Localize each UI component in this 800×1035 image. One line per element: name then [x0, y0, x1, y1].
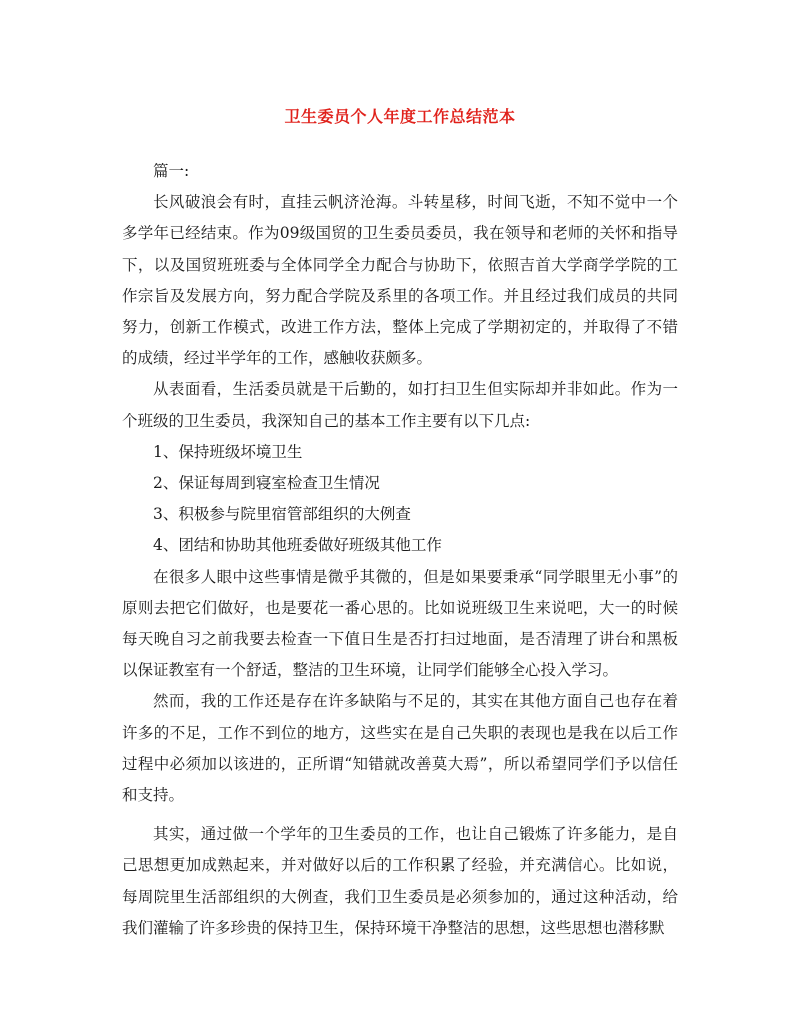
document-body	[122, 156, 678, 944]
body-paragraph: 其实，通过做一个学年的卫生委员的工作，也让自己锻炼了许多能力，是自己思想更加成熟起来，并对做好以后的工作积累了经验，并充满信心。比如说，每周院里生活部组织的大例查，我们卫生委员是必须参加的，通过这种活动，给我们灌输了许多珍贵的保持卫生，保持环境干净整洁的思想，这些思想也潜移默	[122, 825, 678, 937]
list-item: 4、团结和协助其他班委做好班级其他工作	[153, 536, 442, 555]
body-paragraph: 长风破浪会有时，直挂云帆济沧海。斗转星移，时间飞逝，不知不觉中一个多学年已经结束。作为09级国贸的卫生委员委员，我在领导和老师的关怀和指导下，以及国贸班班委与全体同学全力配合与协助下，依照吉首大学商学学院的工作宗旨及发展方向，努力配合学院及系里的各项工作。并且经过我们成员的共同努力，创新工作模式，改进工作方法，整体上完成了学期初定的，并取得了不错的成绩，经过半学年的工作，感触收获颇多。	[122, 193, 678, 368]
section-heading: 篇一:	[153, 162, 190, 180]
body-paragraph: 然而，我的工作还是存在许多缺陷与不足的，其实在其他方面自己也存在着许多的不足，工作不到位的地方，这些实在是自己失职的表现也是我在以后工作过程中必须加以该进的，正所谓“知错就改善莫大焉”，所以希望同学们予以信任和支持。	[122, 692, 678, 805]
body-paragraph: 在很多人眼中这些事情是微乎其微的，但是如果要秉承“同学眼里无小事”的原则去把它们做好，也是要花一番心思的。比如说班级卫生来说吧，大一的时候每天晚自习之前我要去检查一下值日生是否打扫过地面，是否清理了讲台和黑板以保证教室有一个舒适，整洁的卫生环境，让同学们能够全心投入学习。	[122, 567, 678, 680]
body-paragraph: 从表面看，生活委员就是干后勤的，如打扫卫生但实际却并非如此。作为一个班级的卫生委员，我深知自己的基本工作主要有以下几点:	[122, 380, 678, 430]
list-item: 2、保证每周到寝室检查卫生情况	[153, 474, 380, 493]
document-title: 卫生委员个人年度工作总结范本	[284, 107, 516, 126]
list-item: 1、保持班级坏境卫生	[153, 442, 303, 461]
list-item: 3、积极参与院里宿管部组织的大例查	[153, 505, 411, 524]
